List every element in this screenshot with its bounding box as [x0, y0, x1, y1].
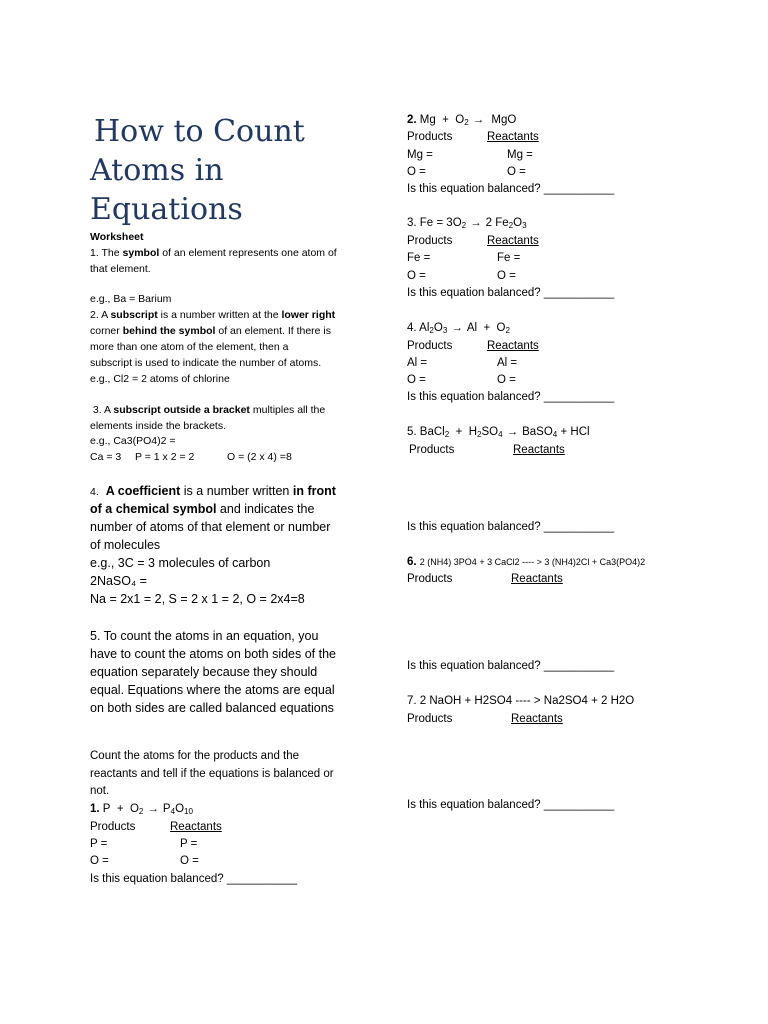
page-title [90, 112, 380, 229]
rule5-line2: have to count the atoms on both sides of the [90, 647, 336, 661]
problem7-equation: 7. 2 NaOH + H2SO4 ---- > Na2SO4 + 2 H2O [407, 695, 635, 707]
problem5-balanced-question: Is this equation balanced? ___________ [407, 521, 615, 533]
rule2-line2: corner behind the symbol of an element. If there is [90, 325, 332, 337]
problem1-equation: 1. $P + O_2 \to P_4O_{10}$ [90, 801, 193, 819]
rule1-line2: that element. [90, 263, 151, 275]
rule4-example: e.g., 3C = 3 molecules of carbon [90, 556, 271, 570]
rule3-line1: 3. A subscript outside a bracket multiples all the [92, 404, 326, 416]
rule3-example: e.g., Ca3(PO4)2 = [90, 435, 176, 447]
problem6-balanced-question: Is this equation balanced? ___________ [407, 660, 615, 672]
problem2-header: Products Reactants [407, 131, 539, 143]
rule2-line4: subscript is used to indicate the number of atoms. [90, 357, 322, 369]
rule4-calc: Na = 2x1 = 2, S = 2 x 1 = 2, O = 2x4=8 [90, 592, 305, 606]
arrow-icon: → [451, 322, 463, 334]
arrow-icon: → [470, 217, 482, 229]
title-line-3: Equations [90, 192, 243, 227]
rule3-line2: elements inside the brackets. [90, 420, 226, 432]
problem7-balanced-question: Is this equation balanced? ___________ [407, 799, 615, 811]
problem1-row-p: P = P = [90, 838, 198, 850]
problem2-balanced-question: Is this equation balanced? ___________ [407, 183, 615, 195]
rule1-line1: 1. The symbol of an element represents one atom of [90, 247, 337, 259]
problem4-equation: 4. $Al_2O_3 \to Al + O_2$ [407, 320, 510, 338]
problem6-equation: 6. 2 (NH4) 3PO4 + 3 CaCl2 ---- > 3 (NH4)2Cl + Ca3(PO4)2 [407, 556, 646, 568]
problem5-header: Products Reactants [409, 444, 565, 456]
problem4-balanced-question: Is this equation balanced? ___________ [407, 391, 615, 403]
problem3-balanced-question: Is this equation balanced? ___________ [407, 287, 615, 299]
problem2-row-o: O = O = [407, 166, 526, 178]
problem2-row-mg: Mg = Mg = [407, 149, 533, 161]
problem1-header: Products Reactants [90, 821, 222, 833]
rule5-line5: on both sides are called balanced equations [90, 701, 334, 715]
rule5-line3: equation separately because they should [90, 665, 318, 679]
rule1-example: e.g., Ba = Barium [90, 293, 172, 305]
problem6-header: Products Reactants [407, 573, 563, 585]
problem1-row-o: O = O = [90, 855, 199, 867]
problem2-equation: 2. $Mg + O_2$ → MgO [407, 112, 516, 130]
problem4-row-o: O = O = [407, 374, 516, 386]
instructions-line2: reactants and tell if the equations is balanced or [90, 768, 334, 780]
problem5-equation: 5. BaCl$_2$ + $H_2SO_4$ → BaSO$_4$ + HCl [407, 424, 590, 442]
rule4-formula: 2NaSO₄ = [90, 574, 147, 588]
arrow-icon: → [147, 803, 159, 815]
problem1-balanced-question: Is this equation balanced? ___________ [90, 873, 298, 885]
rule3-calc: Ca = 3 P = 1 x 2 = 2 O = (2 x 4) =8 [90, 451, 292, 463]
rule5-line4: equal. Equations where the atoms are equal [90, 683, 335, 697]
problem3-row-o: O = O = [407, 270, 516, 282]
title-line-1: How to Count [94, 114, 305, 149]
rule5-line1: 5. To count the atoms in an equation, you [90, 629, 319, 643]
worksheet-label: Worksheet [90, 231, 144, 243]
problem7-header: Products Reactants [407, 713, 563, 725]
rule2-example: e.g., Cl2 = 2 atoms of chlorine [90, 373, 230, 385]
problem3-header: Products Reactants [407, 235, 539, 247]
rule2-line3: more than one atom of the element, then a [90, 341, 289, 353]
instructions-line1: Count the atoms for the products and the [90, 750, 300, 762]
rule2-line1: 2. A subscript is a number written at the lower right [90, 309, 336, 321]
problem3-row-fe: Fe = Fe = [407, 252, 521, 264]
rule4-line3: number of atoms of that element or number [90, 520, 331, 534]
arrow-icon: → [506, 426, 519, 438]
arrow-icon: → [472, 114, 485, 126]
problem3-equation: 3. $Fe = 3O_2 \to 2$ $Fe_2O_3$ [407, 215, 527, 233]
problem4-row-al: Al = Al = [407, 357, 518, 369]
instructions-line3: not. [90, 785, 110, 797]
rule4-line1: 4. A coefficient is a number written in front [90, 484, 336, 498]
problem4-header: Products Reactants [407, 340, 539, 352]
rule4-line2: of a chemical symbol and indicates the [90, 502, 315, 516]
title-line-2: Atoms in [90, 153, 224, 188]
rule4-line4: of molecules [90, 538, 161, 552]
